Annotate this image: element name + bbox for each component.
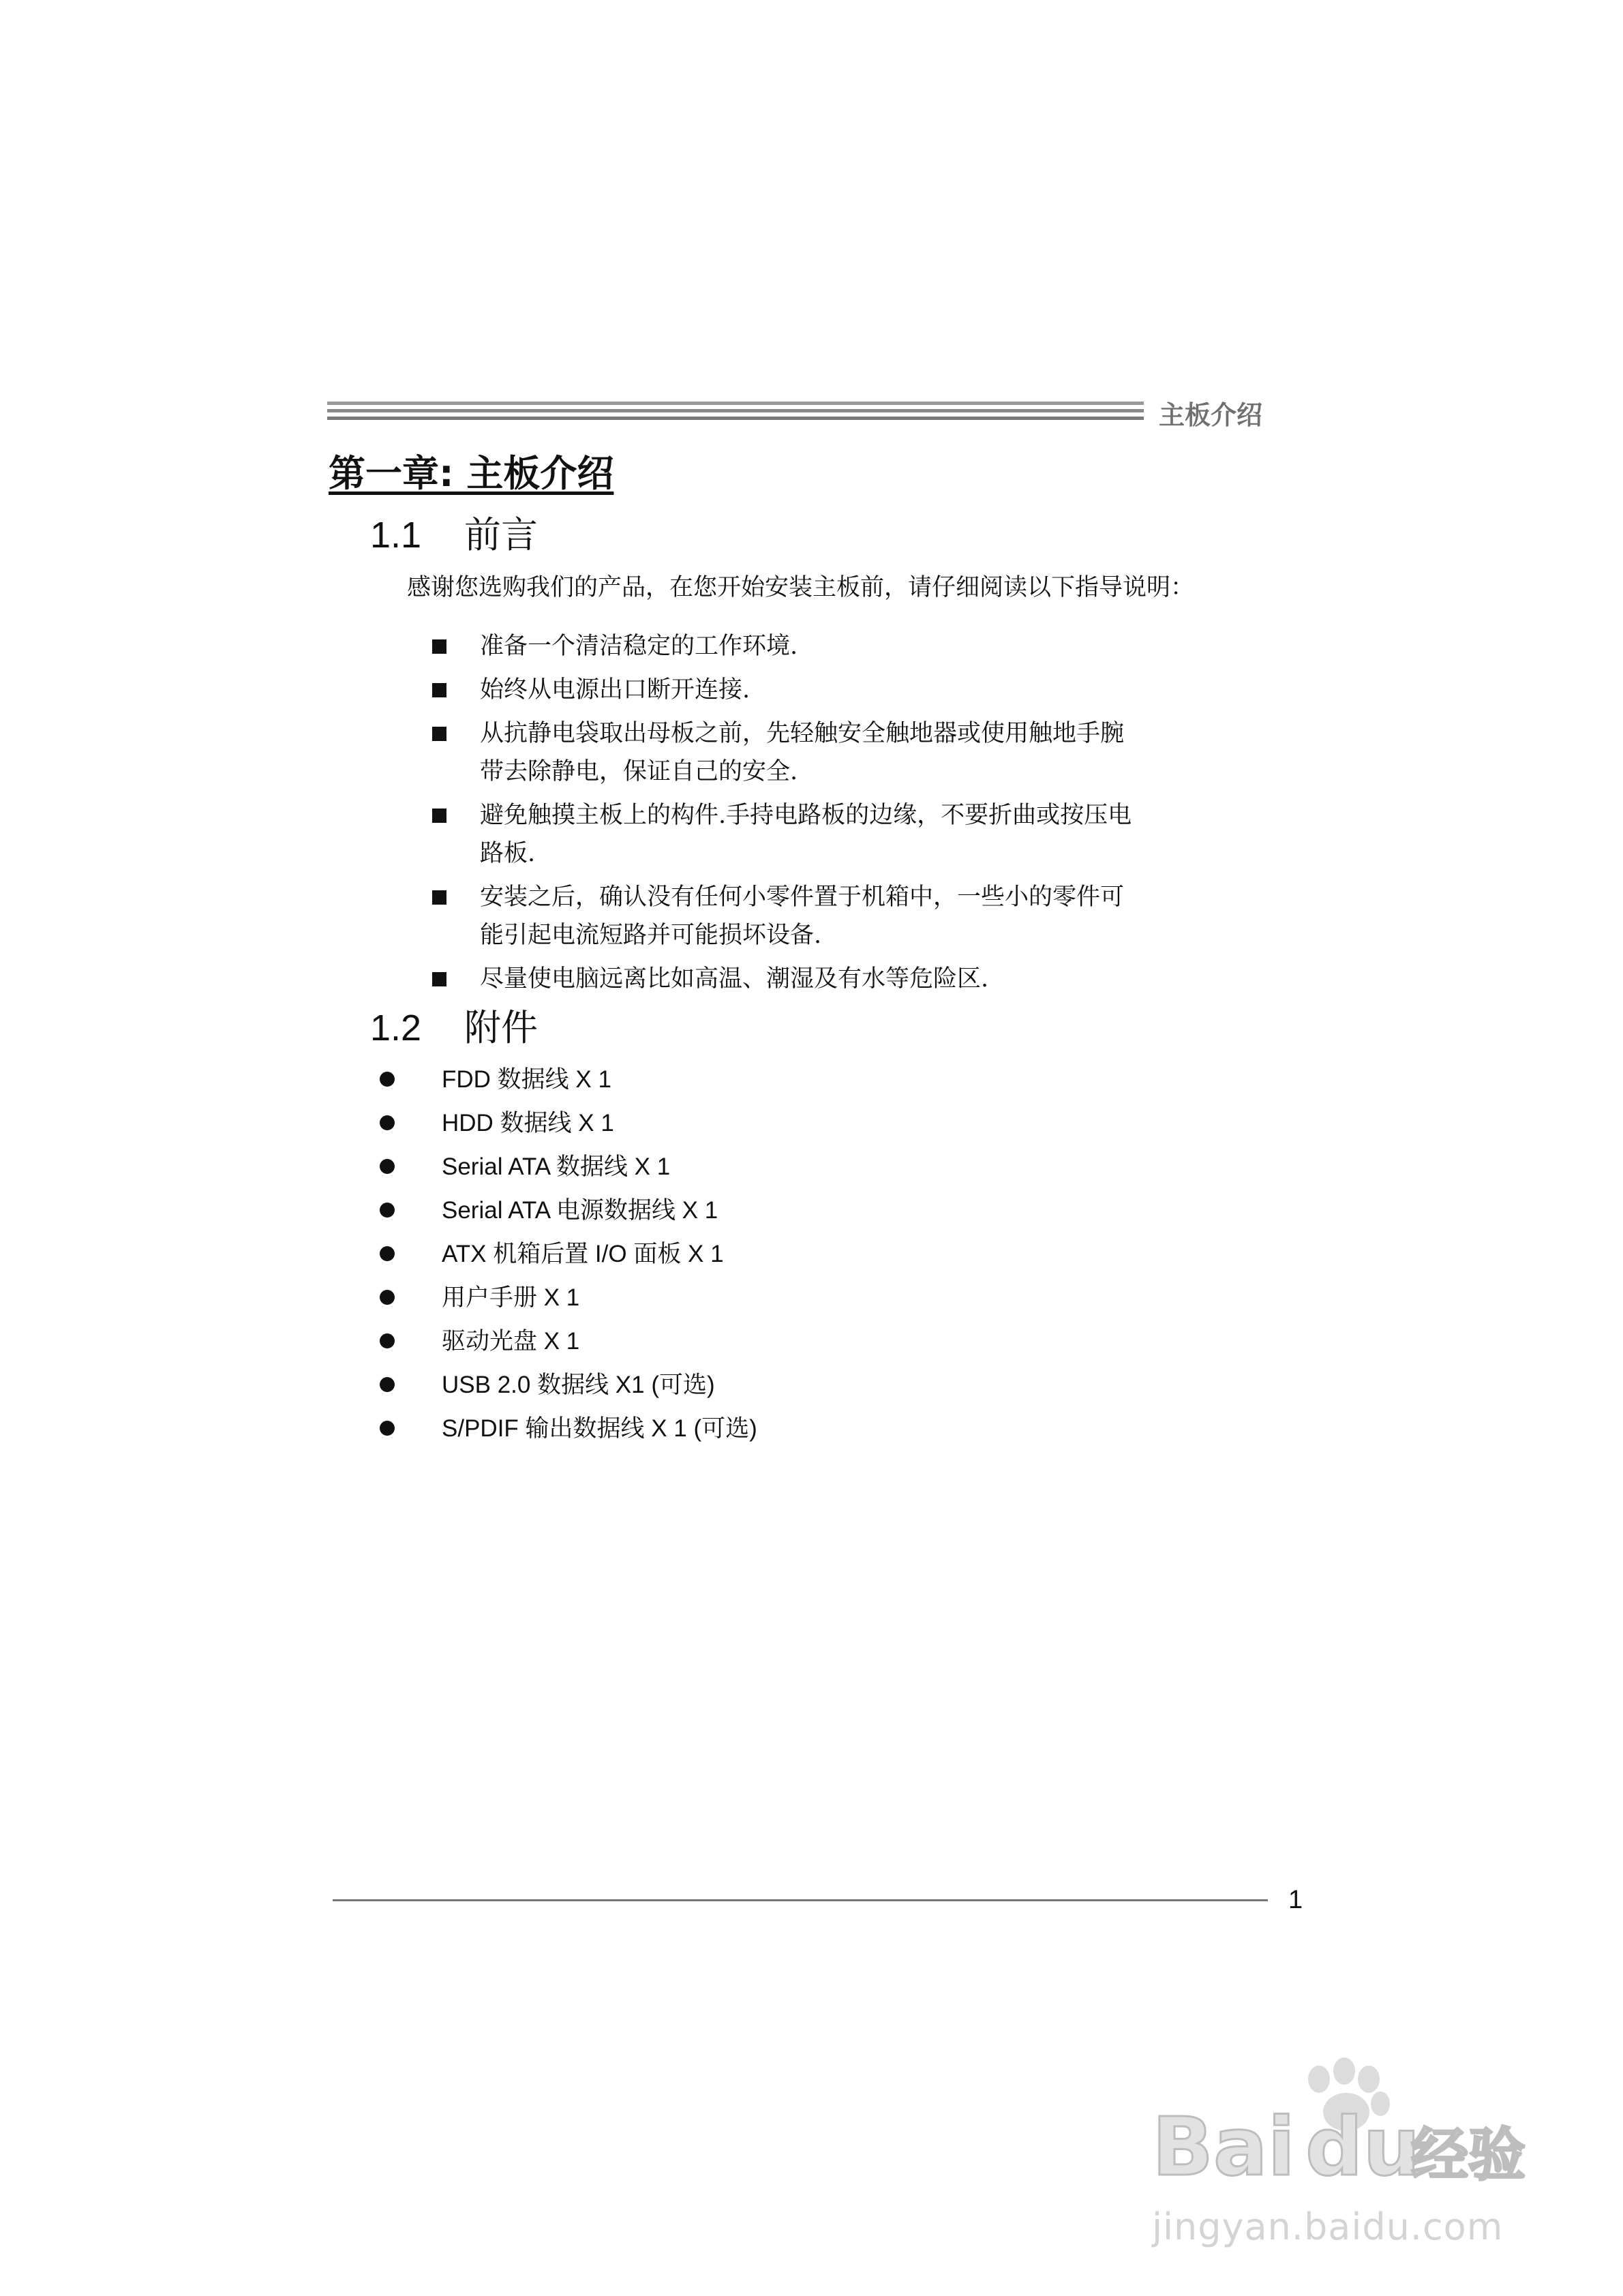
accessory-item [376, 1325, 757, 1369]
footer-rule [333, 1899, 1268, 1901]
svg-text:Bai: Bai [1152, 2100, 1296, 2194]
round-bullet-icon [380, 1203, 395, 1218]
round-bullet-icon [380, 1290, 395, 1305]
round-bullet-icon [380, 1377, 395, 1392]
watermark-url: jingyan.baidu.com [1152, 2205, 1504, 2248]
baidu-jingyan-watermark [1152, 2052, 1534, 2284]
round-bullet-icon [380, 1246, 395, 1261]
header-rule [327, 402, 1144, 424]
precaution-text: 避免触摸主板上的构件.手持电路板的边缘，不要折曲或按压电 [480, 802, 1132, 829]
accessory-text: 用户手册 X 1 [442, 1284, 580, 1311]
accessory-text: FDD 数据线 X 1 [442, 1066, 611, 1093]
section-heading-1-2 [370, 999, 538, 1051]
accessory-text: ATX 机箱后置 I/O 面板 X 1 [442, 1241, 724, 1267]
svg-text:经验: 经验 [1411, 2121, 1526, 2188]
precaution-item [429, 627, 1316, 665]
square-bullet-icon [432, 639, 446, 654]
section-number: 1.1 [370, 515, 422, 556]
precaution-text: 能引起电流短路并可能损坏设备. [480, 922, 822, 949]
precaution-item [429, 671, 1316, 709]
square-bullet-icon [432, 890, 446, 905]
precaution-item [429, 878, 1316, 954]
accessory-text: Serial ATA 电源数据线 X 1 [442, 1197, 718, 1224]
square-bullet-icon [432, 809, 446, 823]
accessory-text: USB 2.0 数据线 X1 (可选) [442, 1372, 715, 1398]
accessory-item [376, 1151, 757, 1194]
precaution-text: 安装之后，确认没有任何小零件置于机箱中，一些小的零件可 [480, 883, 1125, 911]
square-bullet-icon [432, 727, 446, 741]
round-bullet-icon [380, 1072, 395, 1087]
round-bullet-icon [380, 1115, 395, 1130]
accessory-item [376, 1369, 757, 1413]
accessory-item [376, 1107, 757, 1151]
precaution-text: 始终从电源出口断开连接. [480, 676, 750, 704]
precaution-text: 路板. [480, 840, 536, 867]
accessory-list [376, 1063, 757, 1456]
round-bullet-icon [380, 1159, 395, 1174]
precaution-text: 尽量使电脑远离比如高温、潮湿及有水等危险区. [480, 965, 989, 993]
round-bullet-icon [380, 1333, 395, 1348]
section-title: 前言 [464, 513, 538, 556]
precaution-item [429, 714, 1316, 791]
section-number: 1.2 [370, 1008, 422, 1048]
precaution-list [429, 627, 1316, 1003]
accessory-item [376, 1063, 757, 1107]
accessory-item [376, 1194, 757, 1238]
accessory-item [376, 1413, 757, 1456]
section-title: 附件 [464, 1006, 538, 1049]
accessory-text: 驱动光盘 X 1 [442, 1328, 580, 1355]
accessory-item [376, 1282, 757, 1325]
precaution-item [429, 960, 1316, 998]
running-header: 主板介绍 [1159, 400, 1263, 430]
intro-paragraph: 感谢您选购我们的产品，在您开始安装主板前，请仔细阅读以下指导说明： [407, 574, 1195, 601]
precaution-text: 准备一个清洁稳定的工作环境. [480, 633, 798, 660]
precaution-item [429, 796, 1316, 873]
accessory-text: HDD 数据线 X 1 [442, 1110, 614, 1136]
baidu-logo-icon [1152, 2052, 1534, 2205]
round-bullet-icon [380, 1421, 395, 1436]
page-number: 1 [1288, 1886, 1303, 1914]
section-heading-1-1 [370, 506, 538, 558]
svg-text:du: du [1305, 2100, 1421, 2194]
square-bullet-icon [432, 683, 446, 697]
precaution-text: 带去除静电，保证自己的安全. [480, 758, 798, 785]
accessory-text: S/PDIF 输出数据线 X 1 (可选) [442, 1415, 757, 1442]
precaution-text: 从抗静电袋取出母板之前，先轻触安全触地器或使用触地手腕 [480, 720, 1125, 747]
accessory-text: Serial ATA 数据线 X 1 [442, 1153, 671, 1180]
chapter-title: 第一章: 主板介绍 [329, 452, 614, 495]
square-bullet-icon [432, 972, 446, 986]
accessory-item [376, 1238, 757, 1282]
